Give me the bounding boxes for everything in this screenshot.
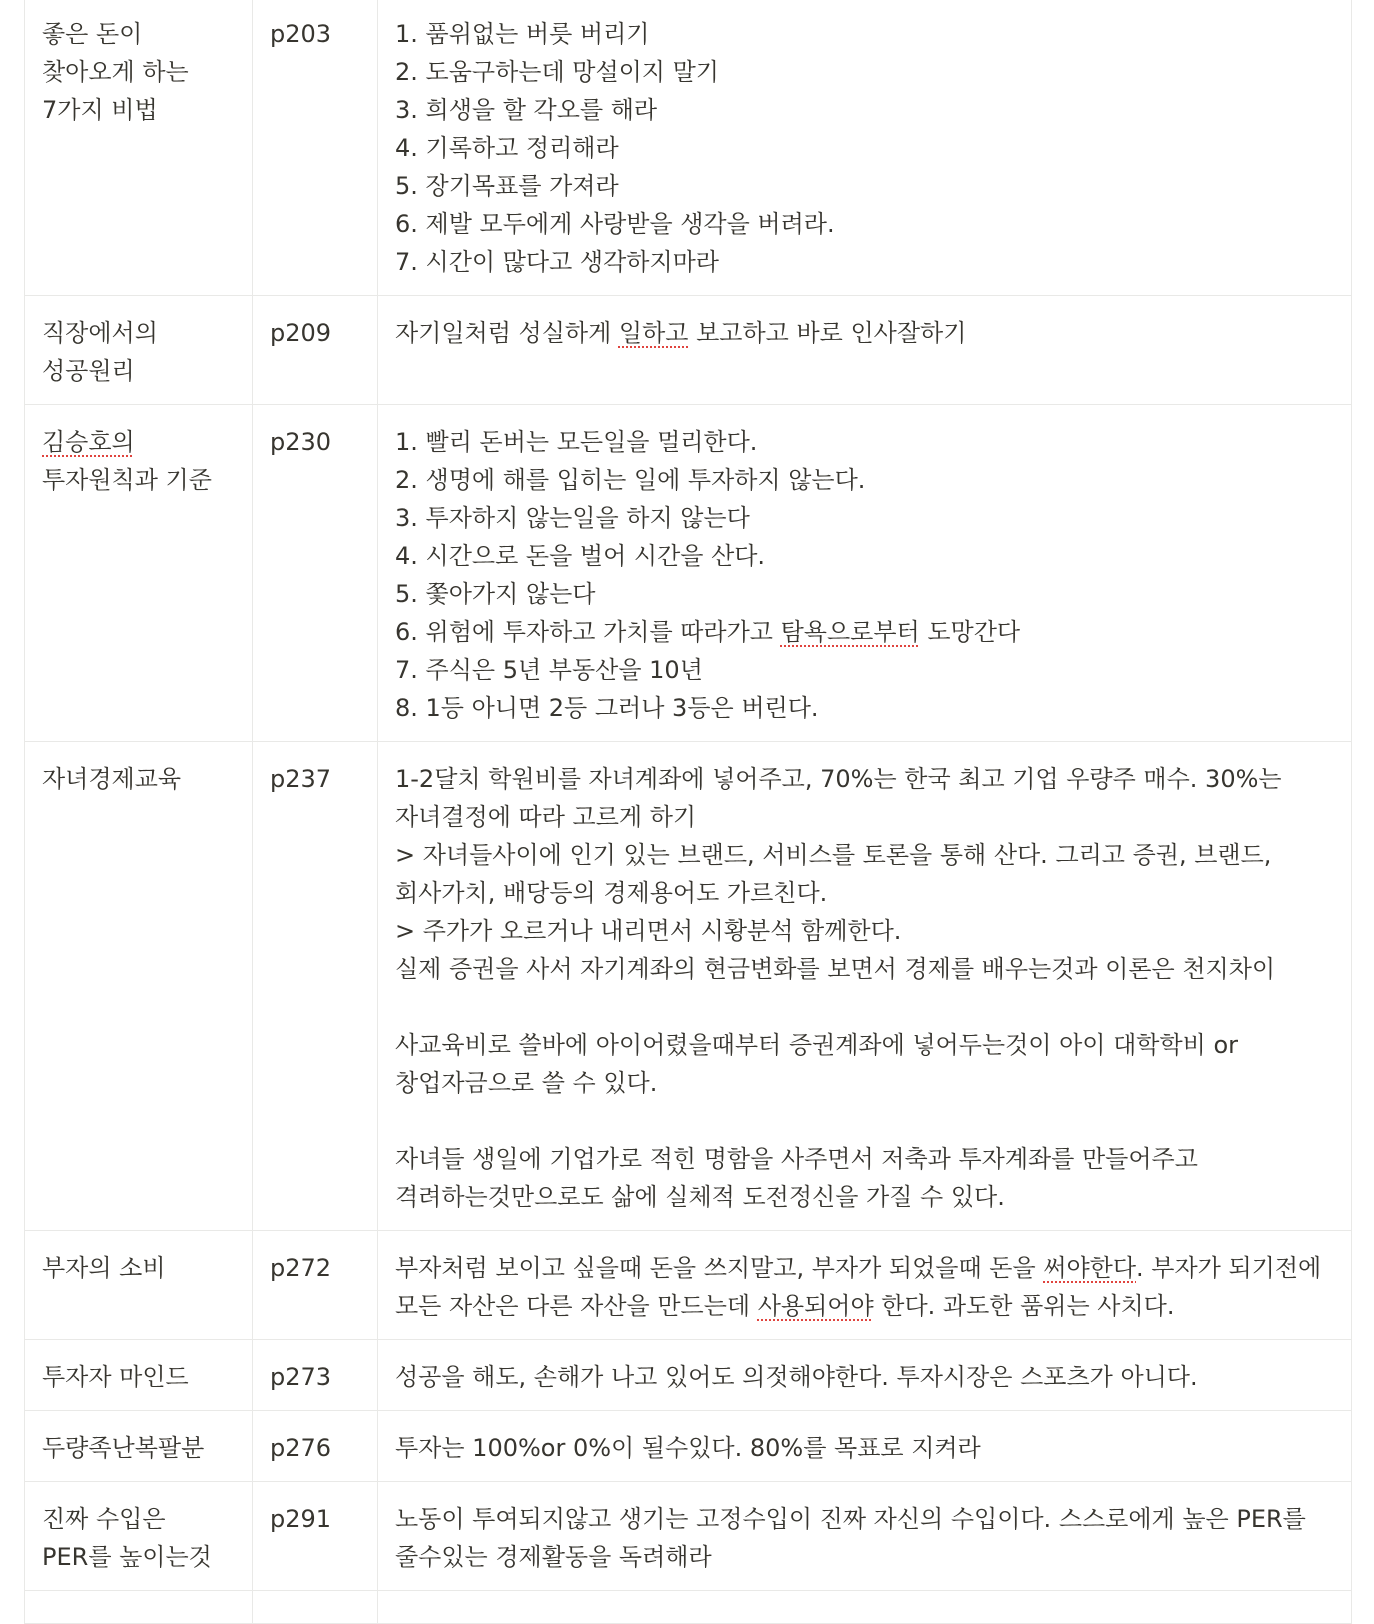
spellcheck-flagged-word[interactable]: 사용되어야: [757, 1292, 874, 1320]
content-line: 사교육비로 쓸바에 아이어렸을때부터 증권계좌에 넣어두는것이 아이 대학학비 or 창업자금으로 쓸 수 있다.: [395, 1031, 1246, 1097]
page-number-cell[interactable]: p237: [253, 742, 378, 1231]
content-line: 1-2달치 학원비를 자녀계좌에 넣어주고, 70%는 한국 최고 기업 우량주 매수. 30%는 자녀결정에 따라 고르게 하기: [395, 765, 1290, 831]
content-line: 3. 희생을 할 각오를 해라: [395, 96, 658, 124]
content-line: 6. 제발 모두에게 사랑받을 생각을 버려라.: [395, 210, 835, 238]
table-row: [25, 0, 1352, 296]
notes-table-body: [25, 0, 1352, 1624]
spellcheck-flagged-word[interactable]: 일하고: [618, 319, 689, 347]
page-number-cell[interactable]: p291: [253, 1482, 378, 1591]
table-row: [25, 742, 1352, 1231]
topic-cell[interactable]: 좋은 돈이 찾아오게 하는 7가지 비법: [25, 0, 253, 296]
content-line: 자녀들 생일에 기업가로 적힌 명함을 사주면서 저축과 투자계좌를 만들어주고 격려하는것만으로도 삶에 실체적 도전정신을 가질 수 있다.: [395, 1145, 1206, 1211]
content-cell[interactable]: [378, 1231, 1352, 1340]
content-cell[interactable]: [378, 0, 1352, 296]
page-number-cell[interactable]: p203: [253, 0, 378, 296]
content-line: 4. 시간으로 돈을 벌어 시간을 산다.: [395, 542, 766, 570]
content-line: 4. 기록하고 정리해라: [395, 134, 619, 162]
content-cell[interactable]: [378, 405, 1352, 742]
table-row: [25, 1231, 1352, 1340]
content-line: 5. 장기목표를 가져라: [395, 172, 619, 200]
content-line: [395, 988, 1334, 1026]
content-line: [395, 1102, 1334, 1140]
content-cell[interactable]: [378, 296, 1352, 405]
topic-cell[interactable]: [25, 1591, 253, 1624]
content-cell[interactable]: [378, 1482, 1352, 1591]
content-line: 7. 시간이 많다고 생각하지마라: [395, 248, 719, 276]
topic-cell[interactable]: 자녀경제교육: [25, 742, 253, 1231]
notes-table-container: [24, 0, 1351, 1624]
content-line: 5. 쫓아가지 않는다: [395, 580, 596, 608]
content-line: 노동이 투여되지않고 생기는 고정수입이 진짜 자신의 수입이다. 스스로에게 높은 PER를 줄수있는 경제활동을 독려해라: [395, 1505, 1314, 1571]
content-cell[interactable]: [378, 1411, 1352, 1482]
table-row: [25, 1340, 1352, 1411]
page-number-cell[interactable]: [253, 1591, 378, 1624]
page-number-cell[interactable]: p272: [253, 1231, 378, 1340]
content-line: 7. 주식은 5년 부동산을 10년: [395, 656, 703, 684]
page-number-cell[interactable]: p230: [253, 405, 378, 742]
table-row: [25, 405, 1352, 742]
table-row: [25, 1411, 1352, 1482]
table-row: [25, 1482, 1352, 1591]
spellcheck-flagged-word[interactable]: 탐욕으로부터: [780, 618, 920, 646]
content-cell[interactable]: [378, 1340, 1352, 1411]
notes-table: [24, 0, 1352, 1624]
topic-cell[interactable]: 투자자 마인드: [25, 1340, 253, 1411]
content-line: 6. 위험에 투자하고 가치를 따라가고 탐욕으로부터 도망간다: [395, 618, 1021, 646]
content-line: 부자처럼 보이고 싶을때 돈을 쓰지말고, 부자가 되었을때 돈을 써야한다. 부자가 되기전에 모든 자산은 다른 자산을 만드는데 사용되어야 한다. 과도한 품위는 사치다.: [395, 1254, 1329, 1320]
content-line: 실제 증권을 사서 자기계좌의 현금변화를 보면서 경제를 배우는것과 이론은 천지차이: [395, 955, 1276, 983]
content-line: > 자녀들사이에 인기 있는 브랜드, 서비스를 토론을 통해 산다. 그리고 증권, 브랜드, 회사가치, 배당등의 경제용어도 가르친다.: [395, 841, 1280, 907]
page-number-cell[interactable]: p276: [253, 1411, 378, 1482]
content-line: 2. 생명에 해를 입히는 일에 투자하지 않는다.: [395, 466, 866, 494]
content-cell[interactable]: [378, 742, 1352, 1231]
page-number-cell[interactable]: p273: [253, 1340, 378, 1411]
content-line: 8. 1등 아니면 2등 그러나 3등은 버린다.: [395, 694, 819, 722]
content-line: 투자는 100%or 0%이 될수있다. 80%를 목표로 지켜라: [395, 1434, 981, 1462]
content-line: 2. 도움구하는데 망설이지 말기: [395, 58, 719, 86]
topic-cell[interactable]: 진짜 수입은 PER를 높이는것: [25, 1482, 253, 1591]
spellcheck-flagged-word[interactable]: 김승호의: [42, 428, 135, 456]
topic-cell[interactable]: 부자의 소비: [25, 1231, 253, 1340]
content-line: 성공을 해도, 손해가 나고 있어도 의젓해야한다. 투자시장은 스포츠가 아니다.: [395, 1363, 1198, 1391]
table-row: [25, 296, 1352, 405]
topic-cell[interactable]: 두량족난복팔분: [25, 1411, 253, 1482]
page-number-cell[interactable]: p209: [253, 296, 378, 405]
content-line: 3. 투자하지 않는일을 하지 않는다: [395, 504, 750, 532]
content-cell[interactable]: [378, 1591, 1352, 1624]
topic-cell[interactable]: 김승호의 투자원칙과 기준: [25, 405, 253, 742]
content-line: 자기일처럼 성실하게 일하고 보고하고 바로 인사잘하기: [395, 319, 967, 347]
content-line: 1. 빨리 돈버는 모든일을 멀리한다.: [395, 428, 758, 456]
content-line: > 주가가 오르거나 내리면서 시황분석 함께한다.: [395, 917, 902, 945]
spellcheck-flagged-word[interactable]: 써야한다: [1043, 1254, 1137, 1282]
table-row: [25, 1591, 1352, 1624]
content-line: 1. 품위없는 버릇 버리기: [395, 20, 650, 48]
topic-cell[interactable]: 직장에서의 성공원리: [25, 296, 253, 405]
